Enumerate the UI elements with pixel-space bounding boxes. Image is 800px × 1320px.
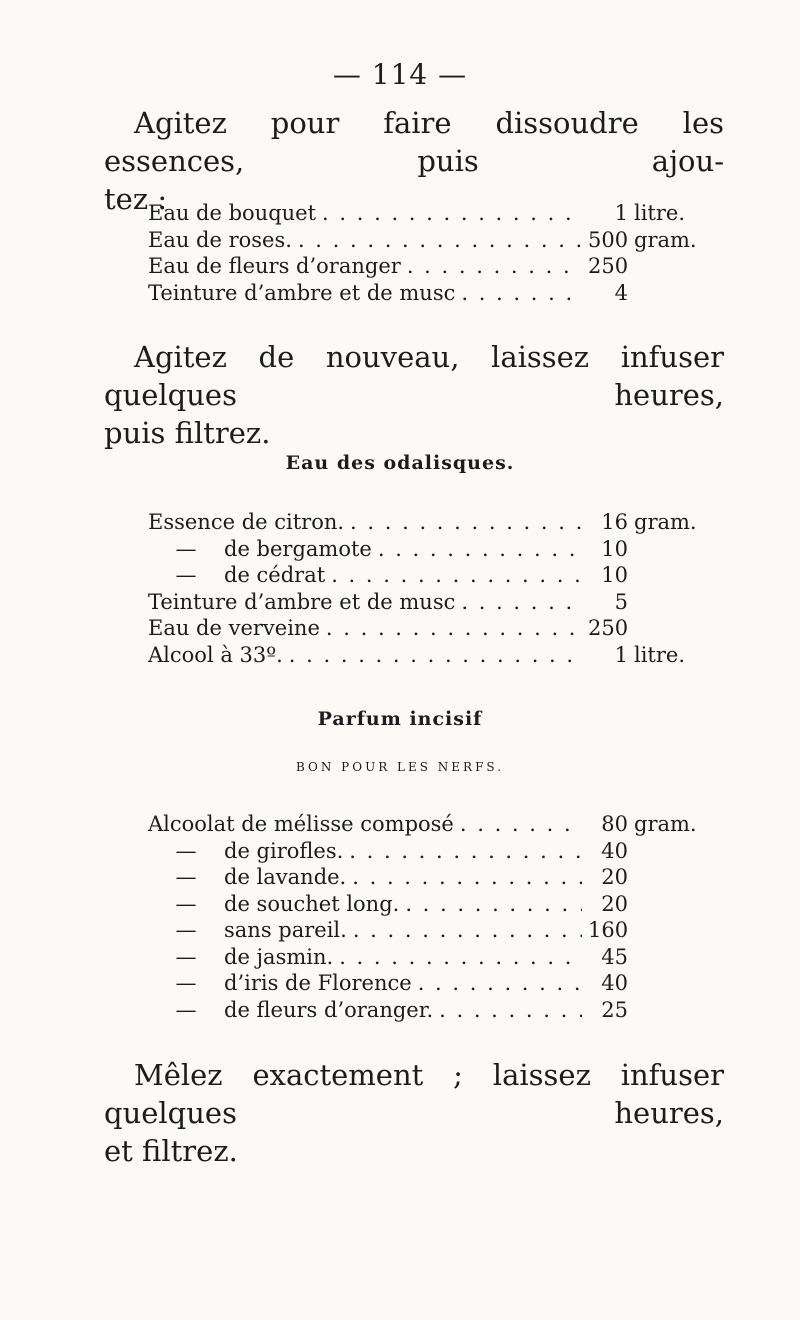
dot-leader xyxy=(353,917,582,944)
ingredient-name: Eau de bouquet xyxy=(148,201,317,225)
paragraph-2-first-line: Agitez de nouveau, laissez infuser quelques heures, xyxy=(104,340,724,412)
quantity-value: 10 xyxy=(601,563,628,587)
quantity-unit: gram. xyxy=(634,812,697,836)
dot-leader xyxy=(298,227,582,254)
recipe-line xyxy=(148,200,708,227)
ingredient-name: de souchet long. xyxy=(224,891,400,916)
quantity xyxy=(588,227,708,254)
section-heading-eau-des-odalisques: Eau des odalisques. xyxy=(285,452,515,474)
quantity-value: 10 xyxy=(601,536,628,561)
ditto-dash: — xyxy=(175,997,197,1022)
dot-leader xyxy=(461,280,582,307)
ditto-dash: — xyxy=(175,563,197,587)
ditto-dash: — xyxy=(175,891,197,916)
quantity xyxy=(588,562,708,589)
dot-leader xyxy=(289,642,582,669)
section-heading-parfum-incisif: Parfum incisif xyxy=(317,708,483,730)
ditto-dash: — xyxy=(175,944,197,969)
quantity-value: 20 xyxy=(601,891,628,916)
recipe-line xyxy=(148,891,708,918)
recipe-line xyxy=(148,280,708,307)
recipe-line xyxy=(148,864,708,891)
paragraph-3-rest: et filtrez. xyxy=(104,1134,238,1168)
recipe-line xyxy=(148,811,708,838)
quantity xyxy=(588,280,708,307)
dot-leader xyxy=(405,891,582,918)
quantity xyxy=(588,997,708,1024)
dot-leader xyxy=(461,589,582,616)
dot-leader xyxy=(352,864,582,891)
recipe-list-1 xyxy=(148,200,708,306)
recipe-line xyxy=(148,589,708,616)
recipe-line xyxy=(148,917,708,944)
quantity-value: 4 xyxy=(614,280,628,305)
quantity-value: 1 xyxy=(614,642,628,667)
recipe-line xyxy=(148,536,708,563)
quantity-value: 250 xyxy=(588,616,629,640)
quantity xyxy=(588,970,708,997)
dot-leader xyxy=(439,997,582,1024)
ingredient-name: Alcool à 33º. xyxy=(148,642,283,667)
quantity-value: 250 xyxy=(588,254,629,278)
ingredient-name: de fleurs d’oranger. xyxy=(224,997,434,1022)
page-number: — 114 — xyxy=(332,58,468,91)
ingredient-name: Essence de citron. xyxy=(148,510,345,534)
quantity-value: 1 xyxy=(614,201,628,225)
dot-leader xyxy=(326,615,582,642)
recipe-list-3 xyxy=(148,811,708,1023)
recipe-line xyxy=(148,970,708,997)
recipe-line xyxy=(148,642,708,669)
quantity xyxy=(588,944,708,971)
quantity xyxy=(588,589,708,616)
quantity xyxy=(588,891,708,918)
recipe-line xyxy=(148,227,708,254)
quantity-unit: gram. xyxy=(634,227,697,252)
quantity-value: 500 xyxy=(588,227,629,252)
dot-leader xyxy=(460,811,582,838)
recipe-line xyxy=(148,615,708,642)
ingredient-name: de jasmin. xyxy=(224,944,334,969)
quantity-value: 20 xyxy=(601,865,628,889)
quantity xyxy=(588,615,708,642)
quantity xyxy=(588,811,708,838)
section-subheading: BON POUR LES NERFS. xyxy=(295,760,505,774)
dot-leader xyxy=(339,944,582,971)
ditto-dash: — xyxy=(175,865,197,889)
quantity-value: 25 xyxy=(601,997,628,1022)
intro-first-line: Agitez pour faire dissoudre les essences, puis ajou- xyxy=(104,106,724,178)
ingredient-name: de girofles. xyxy=(224,838,344,863)
ingredient-name: de cédrat xyxy=(224,563,326,587)
paragraph-3 xyxy=(104,1056,724,1170)
ingredient-name: Eau de verveine xyxy=(148,616,320,640)
paragraph-2 xyxy=(104,338,724,452)
quantity-value: 40 xyxy=(601,838,628,863)
quantity xyxy=(588,536,708,563)
ditto-dash: — xyxy=(175,918,197,942)
ditto-dash: — xyxy=(175,838,197,863)
ingredient-name: d’iris de Florence xyxy=(224,971,412,995)
dot-leader xyxy=(350,509,582,536)
recipe-line xyxy=(148,253,708,280)
paragraph-2-rest: puis filtrez. xyxy=(104,416,271,450)
ingredient-name: Teinture d’ambre et de musc xyxy=(148,280,456,305)
recipe-line xyxy=(148,997,708,1024)
recipe-list-2 xyxy=(148,509,708,668)
quantity-value: 5 xyxy=(614,589,628,614)
ingredient-name: Eau de roses. xyxy=(148,227,292,252)
quantity-value: 45 xyxy=(601,944,628,969)
quantity xyxy=(588,864,708,891)
ingredient-name: sans pareil. xyxy=(224,918,347,942)
ditto-dash: — xyxy=(175,971,197,995)
quantity-value: 80 xyxy=(601,812,628,836)
quantity xyxy=(588,200,708,227)
quantity xyxy=(588,917,708,944)
paragraph-3-first-line: Mêlez exactement ; laissez infuser quelques heures, xyxy=(104,1058,724,1130)
quantity-value: 40 xyxy=(601,971,628,995)
ingredient-name: Eau de fleurs d’oranger xyxy=(148,254,401,278)
dot-leader xyxy=(322,200,582,227)
ingredient-name: Teinture d’ambre et de musc xyxy=(148,589,456,614)
intro-rest: tez : xyxy=(104,182,168,216)
quantity-value: 160 xyxy=(588,918,629,942)
dot-leader xyxy=(418,970,582,997)
recipe-line xyxy=(148,562,708,589)
quantity-unit: litre. xyxy=(634,201,686,225)
recipe-line xyxy=(148,838,708,865)
dot-leader xyxy=(331,562,582,589)
recipe-line xyxy=(148,944,708,971)
quantity xyxy=(588,253,708,280)
quantity-value: 16 xyxy=(601,510,628,534)
quantity-unit: gram. xyxy=(634,510,697,534)
dot-leader xyxy=(407,253,582,280)
ingredient-name: Alcoolat de mélisse composé xyxy=(148,812,454,836)
quantity xyxy=(588,838,708,865)
ingredient-name: de lavande. xyxy=(224,865,347,889)
ingredient-name: de bergamote xyxy=(224,536,372,561)
quantity-unit: litre. xyxy=(634,642,686,667)
ditto-dash: — xyxy=(175,536,197,561)
recipe-line xyxy=(148,509,708,536)
dot-leader xyxy=(378,536,582,563)
dot-leader xyxy=(349,838,582,865)
quantity xyxy=(588,509,708,536)
quantity xyxy=(588,642,708,669)
